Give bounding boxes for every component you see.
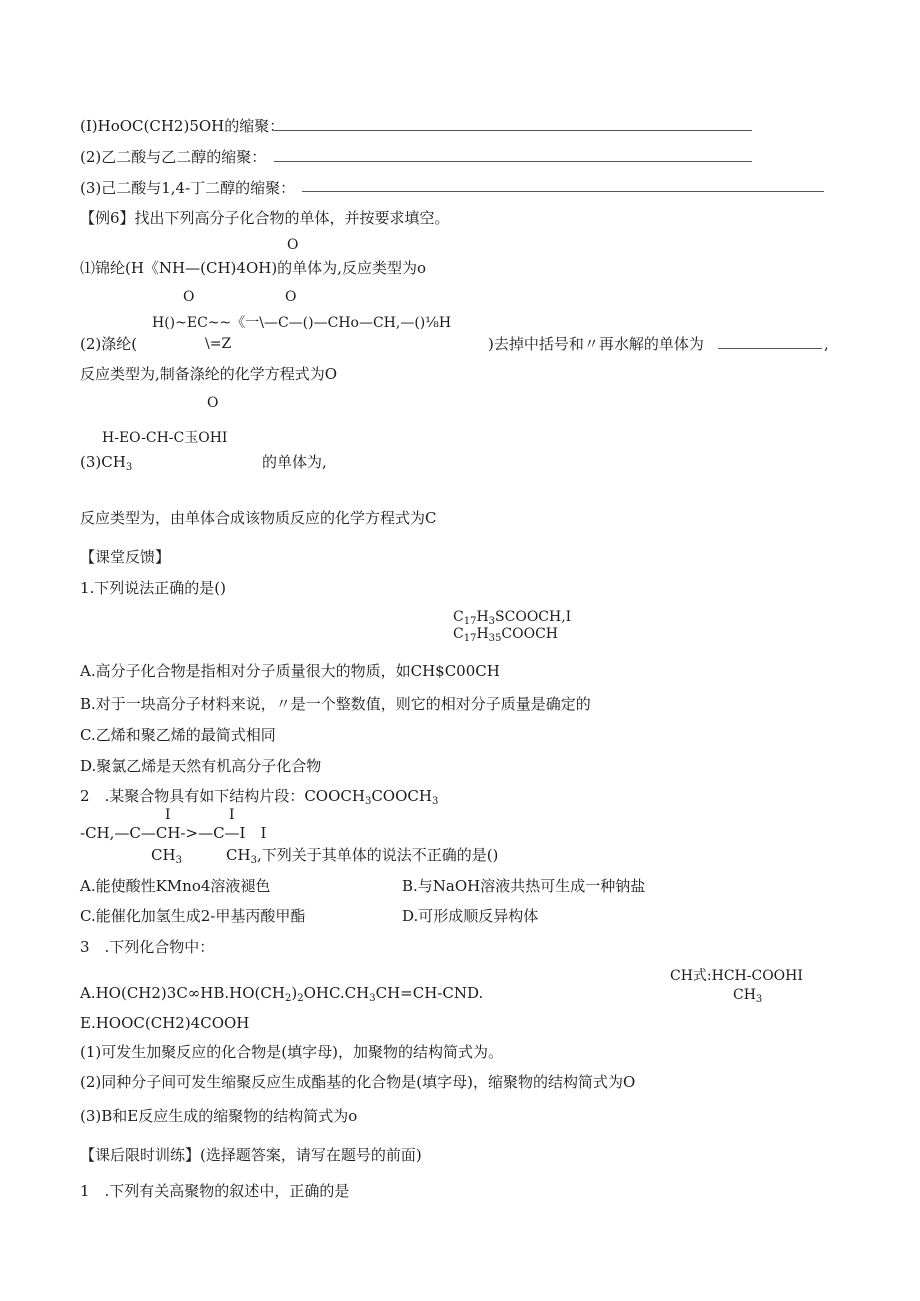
example6-part2-label: (2)涤纶( [80, 335, 138, 353]
option-a: A.高分子化合物是指相对分子质量很大的物质，如CH$C00CH [80, 662, 500, 680]
methyl-group-2: $CH_3$,下列关于其单体的说法不正确的是() [226, 846, 499, 866]
bond-mark-2: I [229, 807, 235, 823]
example6-part2-tail: )去掉中括号和〃再水解的单体为 [488, 335, 704, 353]
compound-d-methyl: $CH_3$ [733, 987, 763, 1005]
compound-list: $A.HO(CH2)3C\infty HB.HO(CH_2)_2OHC.CH_3CH=CH$-CND. [80, 984, 484, 1004]
option-c: C.乙烯和聚乙烯的最简式相同 [80, 726, 276, 744]
answer-blank-4[interactable] [718, 348, 822, 349]
compound-d-formula: CH式:HCH-COOHI [670, 968, 803, 984]
q2-option-c: C.能催化加氢生成2-甲基丙酸甲酯 [80, 907, 306, 925]
fat-formula-line-2: $C_{17}H_{35}COOCH$ [453, 626, 558, 644]
example6-part1: ⑴锦纶(H《NH—(CH)4OH)的单体为,反应类型为o [80, 259, 426, 277]
feedback-question-1: 1.下列说法正确的是() [80, 579, 227, 597]
carbonyl-o-1: O [287, 237, 299, 253]
q2-option-b: B.与NaOH溶液共热可生成一种钠盐 [402, 877, 646, 895]
q3-part-1: (1)可发生加聚反应的化合物是(填字母)，加聚物的结构简式为。 [80, 1043, 503, 1061]
option-b: B.对于一块高分子材料来说，〃是一个整数值，则它的相对分子质量是确定的 [80, 695, 591, 713]
comma: , [824, 335, 829, 353]
benzene-ring-mark: \=Z [205, 336, 232, 352]
feedback-heading: 【课堂反馈】 [80, 548, 171, 566]
polymer-formula-3: H-EO-CH-C玉OHI [102, 430, 228, 446]
fat-formula-line-1: $C_{17}H_3SCOOCH,I$ [453, 609, 572, 627]
option-d: D.聚氯乙烯是天然有机高分子化合物 [80, 757, 322, 775]
q3-part-2: (2)同种分子间可发生缩聚反应生成酯基的化合物是(填字母)，缩聚物的结构简式为O [80, 1073, 636, 1091]
feedback-question-2: 2 .某聚合物具有如下结构片段：$COOCH_3COOCH_3$ [80, 787, 439, 807]
question-2: (2)乙二酸与乙二醇的缩聚： [80, 148, 267, 166]
q2-option-a: A.能使酸性KMno4溶液褪色 [80, 877, 271, 895]
training-heading: 【课后限时训练】(选择题答案，请写在题号的前面) [80, 1146, 422, 1164]
carbonyl-o-2: O [183, 289, 195, 305]
methyl-group-1: $CH_3$ [151, 846, 182, 866]
example6-heading: 【例6】找出下列高分子化合物的单体，并按要求填空。 [80, 209, 450, 227]
carbonyl-o-4: O [207, 395, 219, 411]
bond-mark-1: I [165, 807, 171, 823]
compound-e: E.HOOC(CH2)4COOH [80, 1014, 250, 1032]
example6-part3-tail: 的单体为, [262, 453, 327, 471]
dacron-formula: H()~EC~~《一\—C—()—CHo—CH,—()⅛H [152, 315, 452, 331]
carbonyl-o-3: O [285, 289, 297, 305]
q3-part-3: (3)B和E反应生成的缩聚物的结构简式为o [80, 1107, 358, 1125]
feedback-question-3: 3 .下列化合物中： [80, 938, 215, 956]
q2-option-d: D.可形成顺反异构体 [402, 907, 539, 925]
example6-part2-line2: 反应类型为,制备涤纶的化学方程式为O [80, 365, 338, 383]
ch3-text: (3)CH [80, 453, 126, 471]
polymer-chain: -CH,—C—CH->—C—I I [80, 824, 267, 842]
answer-blank-2[interactable] [274, 161, 752, 162]
answer-blank-3[interactable] [302, 191, 824, 192]
question-1: (I)HoOC(CH2)5OH的缩聚： [80, 117, 285, 135]
training-question-1: 1 .下列有关高聚物的叙述中，正确的是 [80, 1182, 350, 1200]
answer-blank-1[interactable] [274, 130, 752, 131]
example6-part3-label: $(3)CH_3$ [80, 453, 133, 473]
question-3: (3)己二酸与1,4-丁二醇的缩聚： [80, 179, 296, 197]
example6-part3-line2: 反应类型为，由单体合成该物质反应的化学方程式为C [80, 509, 437, 527]
